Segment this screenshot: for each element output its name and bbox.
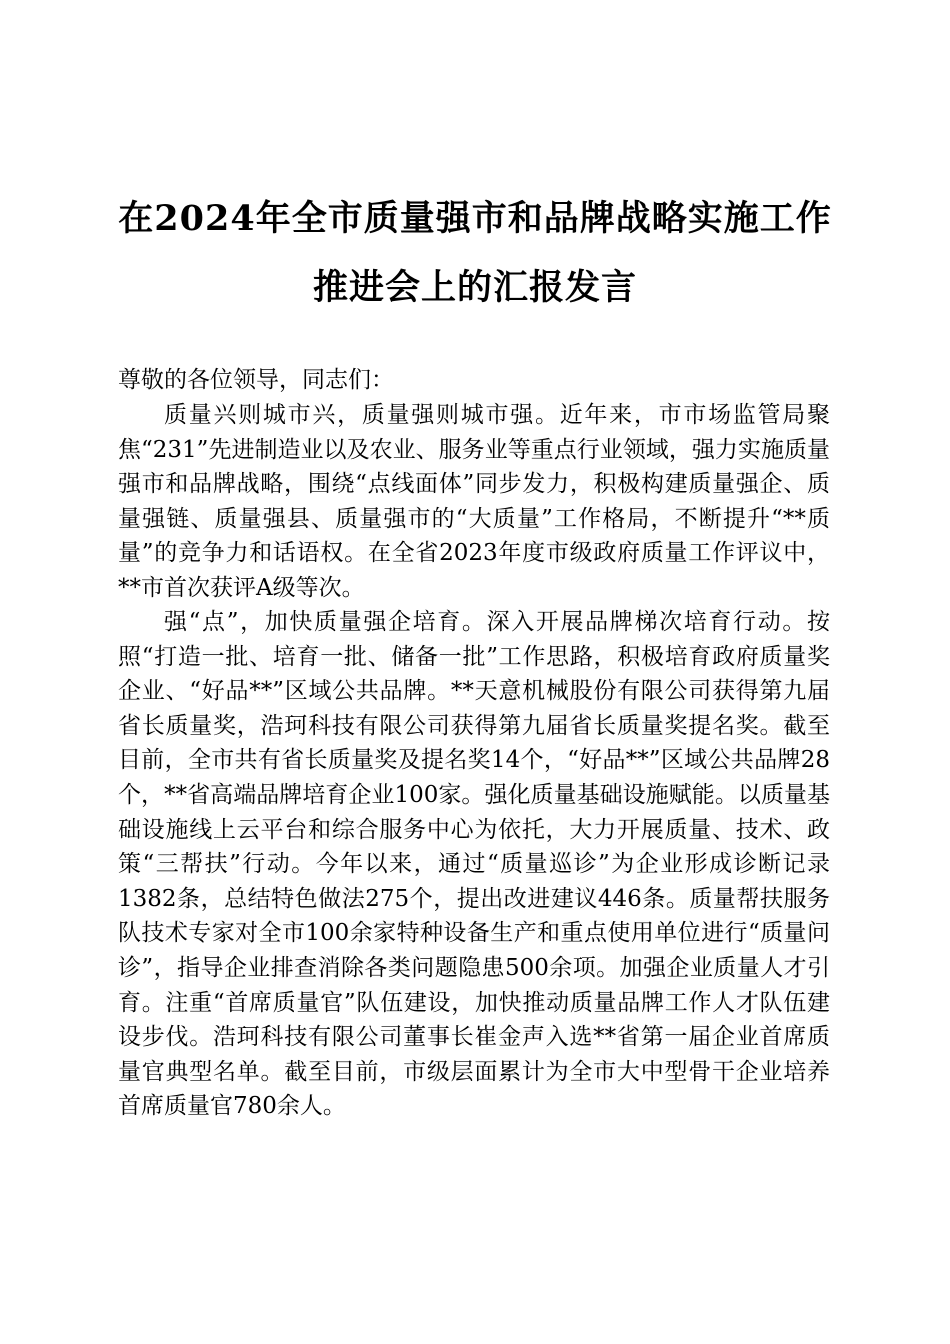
paragraph-strengthen-point: 强“点”，加快质量强企培育。深入开展品牌梯次培育行动。按照“打造一批、培育一批、储备一批”工作思路，积极培育政府质量奖企业、“好品**”区域公共品牌。**天意机械股份有限公司获得第九届省长质量奖，浩珂科技有限公司获得第九届省长质量奖提名奖。截至目前，全市共有省长质量奖及提名奖14个，“好品**”区域公共品牌28个，**省高端品牌培育企业100家。强化质量基础设施赋能。以质量基础设施线上云平台和综合服务中心为依托，大力开展质量、技术、政策“三帮扶”行动。今年以来，通过“质量巡诊”为企业形成诊断记录1382条，总结特色做法275个，提出改进建议446条。质量帮扶服务队技术专家对全市100余家特种设备生产和重点使用单位进行“质量问诊”，指导企业排查消除各类问题隐患500余项。加强企业质量人才引育。注重“首席质量官”队伍建设，加快推动质量品牌工作人才队伍建设步伐。浩珂科技有限公司董事长崔金声入选**省第一届企业首席质量官典型名单。截至目前，市级层面累计为全市大中型骨干企业培养首席质量官780余人。 xyxy=(118,609,830,1120)
paragraph-intro: 质量兴则城市兴，质量强则城市强。近年来，市市场监管局聚焦“231”先进制造业以及农业、服务业等重点行业领域，强力实施质量强市和品牌战略，围绕“点线面体”同步发力，积极构建质量强企、质量强链、质量强县、质量强市的“大质量”工作格局，不断提升“**质量”的竞争力和话语权。在全省2023年度市级政府质量工作评议中，**市首次获评A级等次。 xyxy=(118,402,830,601)
salutation: 尊敬的各位领导，同志们： xyxy=(118,367,394,393)
document-title-line-2: 推进会上的汇报发言 xyxy=(312,267,637,308)
document-title-line-1: 在2024年全市质量强市和品牌战略实施工作 xyxy=(118,198,832,239)
